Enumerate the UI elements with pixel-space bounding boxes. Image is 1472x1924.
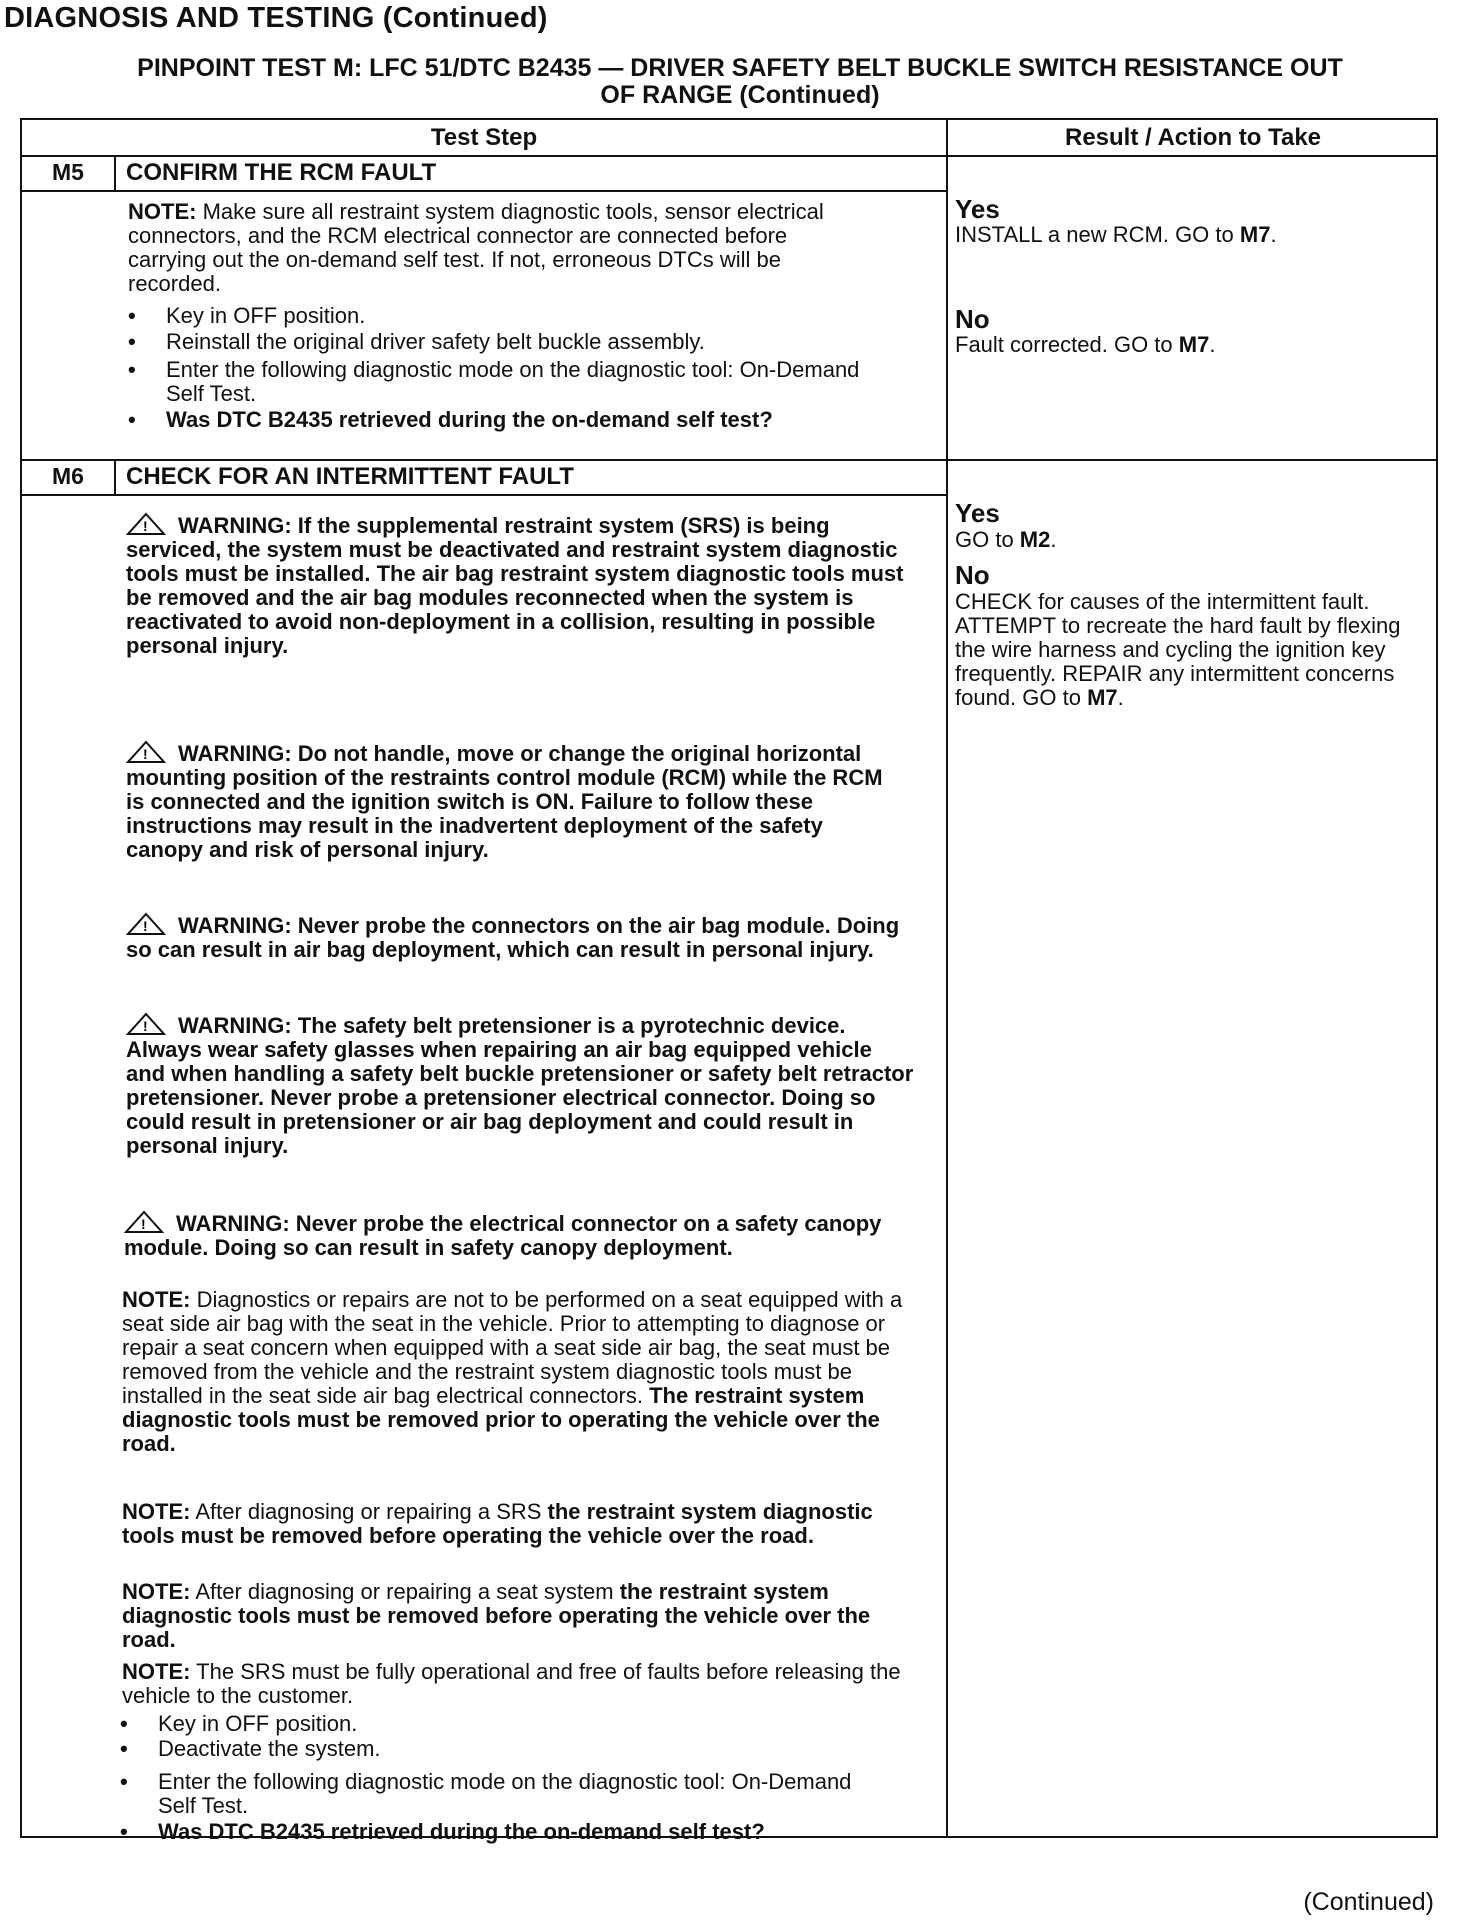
m6-note-3-text: After diagnosing or repairing a seat system	[190, 1579, 620, 1604]
m5-bullet: • Key in OFF position.	[128, 304, 908, 328]
m5-yes-action	[955, 223, 1425, 247]
m5-note	[128, 200, 868, 296]
m6-warning-1-text: WARNING: If the supplemental restraint system (SRS) is being serviced, the system must be deactivated and restraint system diagnostic tools must be installed. The air bag restraint system diagnostic tools must be removed and the air bag modules reconnected when the system is reactivated to avoid non-deployment in a collision, resulting in possible personal injury.	[126, 513, 904, 658]
m6-code-divider	[114, 459, 116, 496]
m6-warning-2-text: WARNING: Do not handle, move or change the original horizontal mounting position of the restraints control module (RCM) while the RCM is connected and the ignition switch is ON. Failure to follow these instructions may result in the inadvertent deployment of the safety canopy and risk of personal injury.	[126, 741, 883, 862]
m6-no-action-end: .	[1117, 685, 1124, 710]
m6-note-4	[122, 1660, 912, 1708]
m6-warning-1	[126, 512, 916, 658]
m6-question: • Was DTC B2435 retrieved during the on-demand self test?	[120, 1820, 910, 1844]
step-title-m5: CONFIRM THE RCM FAULT	[126, 159, 437, 186]
m6-note-1-label: NOTE:	[122, 1287, 191, 1312]
column-divider	[946, 118, 948, 1838]
m6-note-1-text: Diagnostics or repairs are not to be performed on a seat equipped with a seat side air bag with the seat in the vehicle. Prior to attempting to diagnose or repair a seat concern when equipped with a seat side air bag, the seat must be removed from the vehicle and the restraint system diagnostic tools must be installed in the seat side air bag electrical connectors.	[122, 1287, 903, 1408]
m5-code-divider	[114, 155, 116, 192]
warning-triangle-icon	[124, 1210, 164, 1234]
header-test-step: Test Step	[430, 124, 538, 151]
svg-text:!: !	[143, 1018, 148, 1034]
warning-triangle-icon	[126, 1012, 166, 1036]
m5-no-label: No	[955, 304, 990, 334]
m6-warning-3	[126, 912, 906, 962]
svg-text:!: !	[143, 518, 148, 534]
step-title-m6: CHECK FOR AN INTERMITTENT FAULT	[126, 463, 574, 490]
pinpoint-test-title-line1: PINPOINT TEST M: LFC 51/DTC B2435 — DRIVER SAFETY BELT BUCKLE SWITCH RESISTANCE OUT	[137, 54, 1343, 82]
m6-bullet-text: Key in OFF position.	[158, 1711, 358, 1736]
m6-question-text: Was DTC B2435 retrieved during the on-demand self test?	[158, 1819, 765, 1844]
m6-bullet: • Enter the following diagnostic mode on the diagnostic tool: On-Demand Self Test.	[120, 1770, 870, 1818]
m6-bullet-text: Deactivate the system.	[158, 1736, 381, 1761]
m5-bullet-text: Key in OFF position.	[166, 303, 366, 328]
step-code-m5: M5	[52, 159, 84, 185]
m5-yes-goto-link[interactable]: M7	[1239, 222, 1271, 247]
pinpoint-test-title	[40, 55, 1440, 109]
continued-footer: (Continued)	[1303, 1888, 1434, 1916]
m5-yes-label: Yes	[955, 194, 1000, 224]
m6-note-2-bold: the restraint system diagnostic tools must be removed before operating the vehicle over the road.	[122, 1499, 873, 1548]
m6-note-2-label: NOTE:	[122, 1499, 191, 1524]
m6-note-3-label: NOTE:	[122, 1579, 191, 1604]
m6-yes-goto-link[interactable]: M2	[1019, 527, 1051, 552]
m6-no-goto-link[interactable]: M7	[1087, 685, 1118, 710]
step-code-m6: M6	[52, 463, 84, 489]
m6-warning-2	[126, 740, 896, 862]
m6-bullet: • Key in OFF position.	[120, 1712, 900, 1736]
m6-title-rule	[20, 494, 948, 496]
m6-warning-5-text: WARNING: Never probe the electrical connector on a safety canopy module. Doing so can result in safety canopy deployment.	[124, 1211, 882, 1260]
m5-no-goto-link[interactable]: M7	[1178, 332, 1210, 357]
header-result-action: Result / Action to Take	[1064, 124, 1322, 151]
warning-triangle-icon	[126, 512, 166, 536]
m5-question: • Was DTC B2435 retrieved during the on-demand self test?	[128, 408, 908, 432]
m6-warning-4-text: WARNING: The safety belt pretensioner is a pyrotechnic device. Always wear safety glasses when repairing an air bag equipped vehicle and when handling a safety belt buckle pretensioner or safety belt retractor pretensioner. Never probe a pretensioner electrical connector. Doing so could result in pretensioner or air bag deployment and could result in personal injury.	[126, 1013, 914, 1158]
header-rule	[20, 155, 1438, 157]
m6-note-4-label: NOTE:	[122, 1659, 191, 1684]
m6-warning-5	[124, 1210, 904, 1260]
m6-no-label: No	[955, 560, 990, 590]
m5-bullet: • Reinstall the original driver safety belt buckle assembly.	[128, 330, 908, 354]
warning-triangle-icon	[126, 912, 166, 936]
m5-yes-action-text: INSTALL a new RCM. GO to	[955, 222, 1240, 247]
m6-yes-action-end: .	[1050, 527, 1057, 552]
m5-bullet: • Enter the following diagnostic mode on the diagnostic tool: On-Demand Self Test.	[128, 358, 878, 406]
m6-note-1-bold: The restraint system diagnostic tools must be removed prior to operating the vehicle over the road.	[122, 1383, 880, 1456]
m5-bullet-text: Enter the following diagnostic mode on the diagnostic tool: On-Demand Self Test.	[166, 357, 860, 406]
m6-bullet-text: Enter the following diagnostic mode on the diagnostic tool: On-Demand Self Test.	[158, 1769, 852, 1818]
m5-no-action-text: Fault corrected. GO to	[955, 332, 1179, 357]
m6-yes-action	[955, 528, 1425, 552]
m6-yes-action-text: GO to	[955, 527, 1020, 552]
m6-top-rule	[20, 459, 1438, 461]
m5-note-text: Make sure all restraint system diagnostic tools, sensor electrical connectors, and the RCM electrical connector are connected before carrying out the on-demand self test. If not, erroneous DTCs will be recorded.	[128, 199, 824, 296]
m5-no-action	[955, 333, 1425, 357]
m6-no-action-text: CHECK for causes of the intermittent fault. ATTEMPT to recreate the hard fault by flexing the wire harness and cycling the ignition key frequently. REPAIR any intermittent concerns found. GO to	[955, 589, 1401, 710]
m5-bullet-text: Reinstall the original driver safety belt buckle assembly.	[166, 329, 705, 354]
m6-note-4-text: The SRS must be fully operational and free of faults before releasing the vehicle to the customer.	[122, 1659, 901, 1708]
m6-note-1	[122, 1288, 912, 1456]
m5-question-text: Was DTC B2435 retrieved during the on-demand self test?	[166, 407, 773, 432]
m5-note-label: NOTE:	[128, 199, 197, 224]
m6-no-action	[955, 590, 1433, 710]
m6-note-2	[122, 1500, 912, 1548]
svg-text:!: !	[141, 1216, 146, 1232]
m6-bullet: • Deactivate the system.	[120, 1737, 900, 1761]
svg-text:!: !	[143, 746, 148, 762]
warning-triangle-icon	[126, 740, 166, 764]
m6-yes-label: Yes	[955, 498, 1000, 528]
page-title: DIAGNOSIS AND TESTING (Continued)	[4, 2, 548, 34]
m5-title-rule	[20, 190, 948, 192]
m6-note-3-bold: the restraint system diagnostic tools must be removed before operating the vehicle over the road.	[122, 1579, 871, 1652]
svg-text:!: !	[143, 918, 148, 934]
pinpoint-test-title-line2: OF RANGE (Continued)	[600, 81, 880, 109]
m6-warning-3-text: WARNING: Never probe the connectors on the air bag module. Doing so can result in air bag deployment, which can result in personal injury.	[126, 913, 900, 962]
m5-yes-action-end: .	[1270, 222, 1277, 247]
m6-warning-4	[126, 1012, 916, 1158]
m5-no-action-end: .	[1209, 332, 1216, 357]
m6-note-3	[122, 1580, 912, 1652]
m6-note-2-text: After diagnosing or repairing a SRS	[190, 1499, 548, 1524]
